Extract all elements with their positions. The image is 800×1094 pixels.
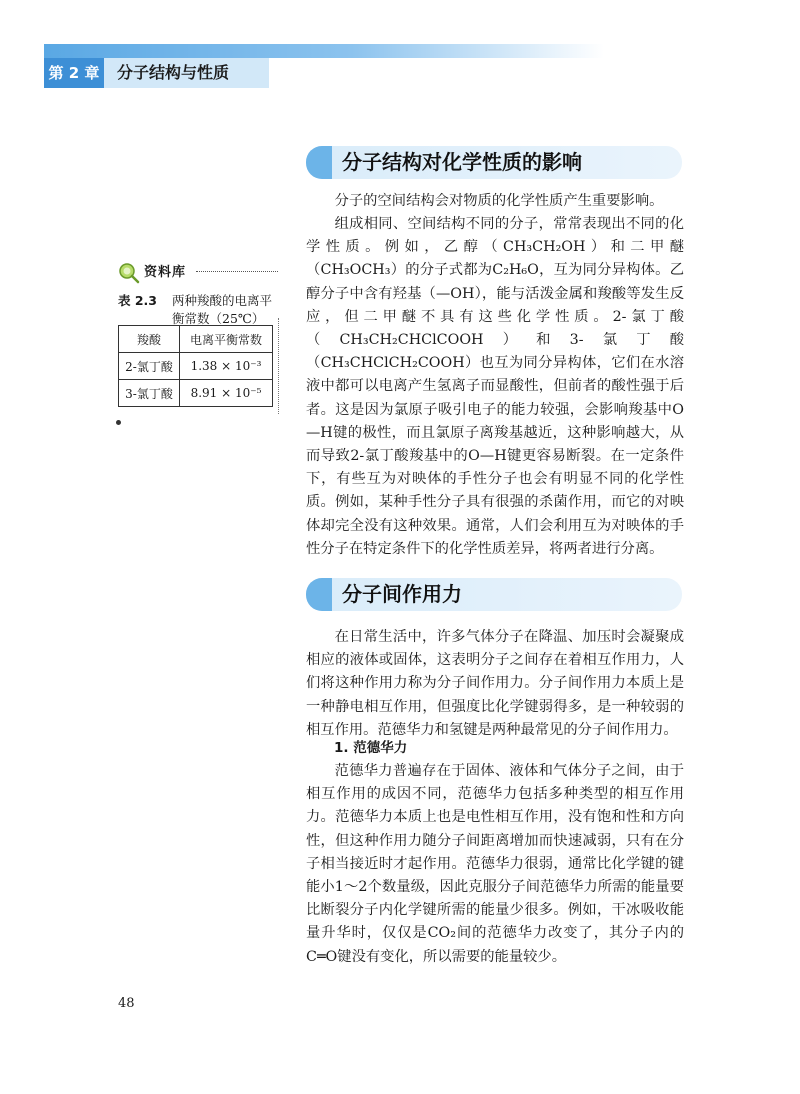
subsection-title: 1. 范德华力 xyxy=(334,740,408,756)
ionization-constant-table xyxy=(118,325,273,407)
acid-name: 3-氯丁酸 xyxy=(119,380,180,407)
table-header-row xyxy=(119,326,273,353)
table-number: 表 2.3 xyxy=(118,293,157,308)
chapter-number: 第 2 章 xyxy=(44,58,104,88)
section-title: 分子间作用力 xyxy=(342,582,462,606)
table-row xyxy=(119,380,273,407)
paragraph: 范德华力普遍存在于固体、液体和气体分子之间，由于相互作用的成因不同，范德华力包括多种类型的相互作用力。范德华力本质上也是电性相互作用，没有饱和性和方向性，但这种作用力随分子间距离增加而快速减弱，只有在分子相当接近时才起作用。范德华力很弱，通常比化学键的键能小1～2个数量级，因此克服分子间范德华力所需的能量要比断裂分子内化学键所需的能量少很多。例如，干冰吸收能量升华时，仅仅是CO₂间的范德华力改变了，其分子内的C═O键没有变化，所以需要的能量较少。 xyxy=(306,763,684,965)
column-header: 电离平衡常数 xyxy=(180,326,273,353)
section-heading-intermolecular-forces xyxy=(306,578,682,611)
paragraph: 在日常生活中，许多气体分子在降温、加压时会凝聚成相应的液体或固体，这表明分子之间存在着相互作用力，人们将这种作用力称为分子间作用力。分子间作用力本质上是一种静电相互作用，但强度比化学键弱得多，是一种较弱的相互作用。范德华力和氢键是两种最常见的分子间作用力。 xyxy=(306,629,684,738)
table-row xyxy=(119,353,273,380)
section-heading-structure-properties xyxy=(306,146,682,179)
section-title: 分子结构对化学性质的影响 xyxy=(342,150,582,174)
heading-marker xyxy=(306,146,332,179)
sidebar-end-dot xyxy=(116,420,121,425)
resource-library-label: 资料库 xyxy=(144,265,187,280)
constant-value: 1.38 × 10⁻³ xyxy=(180,353,273,380)
page-number: 48 xyxy=(118,996,135,1011)
chapter-header-bar xyxy=(44,44,604,58)
constant-value: 8.91 × 10⁻⁵ xyxy=(180,380,273,407)
divider xyxy=(196,271,278,272)
heading-marker xyxy=(306,578,332,611)
chapter-title: 分子结构与性质 xyxy=(104,58,269,88)
acid-name: 2-氯丁酸 xyxy=(119,353,180,380)
column-header: 羧酸 xyxy=(119,326,180,353)
paragraph: 分子的空间结构会对物质的化学性质产生重要影响。 xyxy=(334,193,664,209)
resource-library-header xyxy=(118,262,278,284)
table-caption: 两种羧酸的电离平衡常数（25℃） xyxy=(172,293,273,326)
magnifier-icon xyxy=(118,262,140,284)
paragraph: 组成相同、空间结构不同的分子，常常表现出不同的化学性质。例如，乙醇（CH₃CH₂OH）和二甲醚（CH₃OCH₃）的分子式都为C₂H₆O，互为同分异构体。乙醇分子中含有羟基（—OH），能与活泼金属和羧酸等发生反应，但二甲醚不具有这些化学性质。2-氯丁酸（CH₃CH₂CHClCOOH）和3-氯丁酸（CH₃CHClCH₂COOH）也互为同分异构体，它们在水溶液中都可以电离产生氢离子而显酸性，但前者的酸性强于后者。这是因为氯原子吸引电子的能力较强，会影响羧基中O—H键的极性，而且氯原子离羧基越近，这种影响越大，从而导致2-氯丁酸羧基中的O—H键更容易断裂。在一定条件下，有些互为对映体的手性分子也会有明显不同的化学性质。例如，某种手性分子具有很强的杀菌作用，而它的对映体却完全没有这种效果。通常，人们会利用互为对映体的手性分子在特定条件下的化学性质差异，将两者进行分离。 xyxy=(306,216,684,557)
